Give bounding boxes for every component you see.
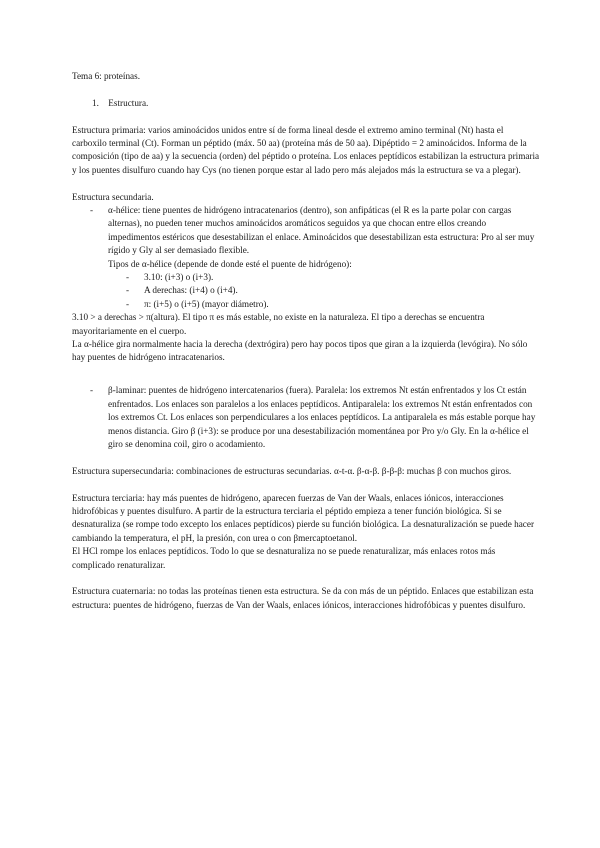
helix-type-item: [72, 298, 540, 311]
quaternary-structure-paragraph: Estructura cuaternaria: no todas las proteínas tienen esta estructura. Se da con más de un péptido. Enlaces que estabilizan esta estructura: puentes de hidrógeno, fuerzas de Van der Waals, enlaces iónicos, interacciones hidrofóbicas y puentes disulfuro.: [72, 586, 534, 610]
helix-comparison-paragraph: 3.10 > a derechas > π(altura). El tipo π es más estable, no existe en la naturaleza. El tipo a derechas se encuentra mayoritariamente en el cuerpo.: [72, 312, 485, 336]
bullet-dash: -: [90, 205, 94, 216]
document-title: Tema 6: proteínas.: [72, 71, 140, 81]
section-number: 1.: [92, 97, 99, 108]
primary-structure-paragraph: Estructura primaria: varios aminoácidos unidos entre sí de forma lineal desde el extremo amino terminal (Nt) hasta el carboxilo terminal (Ct). Forman un péptido (máx. 50 aa) (proteína más de 50 aa). Dipéptido = 2 aminoácidos. Informa de la composición (tipo de aa) y la secuencia (orden) del péptido o proteína. Los enlaces peptídicos estabilizan la estructura primaria y los puentes disulfuro cuando hay Cys (no tienen porque estar al lado pero más alejados más la estructura se va a plegar).: [72, 124, 540, 175]
helix-types-intro: Tipos de α-hélice (depende de donde esté el puente de hidrógeno):: [108, 258, 352, 269]
section-heading-structure: [72, 97, 540, 110]
alpha-helix-bullet: [72, 204, 540, 258]
spacer: [72, 177, 540, 190]
section-label: Estructura.: [108, 97, 149, 108]
helix-rotation-paragraph: La α-hélice gira normalmente hacia la derecha (dextrógira) pero hay pocos tipos que giran a la izquierda (levógira). No sólo hay puentes de hidrógeno intracatenarios.: [72, 339, 528, 363]
hcl-paragraph: El HCl rompe los enlaces peptídicos. Todo lo que se desnaturaliza no se puede renaturalizar, más enlaces rotos más complicado renaturalizar.: [72, 546, 496, 570]
helix-type-text: π: (i+5) o (i+5) (mayor diámetro).: [144, 298, 269, 309]
bullet-dash: -: [126, 298, 130, 309]
alpha-helix-text: α-hélice: tiene puentes de hidrógeno intracatenarios (dentro), son anfipáticas (el R es la parte polar con cargas alternas), no pueden tener muchos aminoácidos aromáticos seguidos ya que chocan entre ellos creando impedimentos estéricos que desestabilizan el enlace. Aminoácidos que desestabilizan esta estructura: Pro al ser muy rígido y Gly al ser demasiado flexible.: [108, 205, 535, 256]
secondary-structure-heading: Estructura secundaria.: [72, 191, 154, 202]
supersecondary-structure-paragraph: Estructura supersecundaria: combinaciones de estructuras secundarias. α-t-α. β-α-β. β-β-β: muchas β con muchos giros.: [72, 465, 512, 476]
spacer: [72, 110, 540, 123]
helix-type-text: A derechas: (i+4) o (i+4).: [144, 285, 238, 296]
spacer: [72, 478, 540, 491]
bullet-dash: -: [126, 272, 130, 283]
tertiary-structure-paragraph: Estructura terciaria: hay más puentes de hidrógeno, aparecen fuerzas de Van der Waals, enlaces iónicos, interacciones hidrofóbicas y puentes disulfuro. A partir de la estructura terciaria el péptido empieza a tener función biológica. Si se desnaturaliza (se rompe todo excepto los enlaces peptídicos) pierde su función biológica. La desnaturalización se puede hacer cambiando la temperatura, el pH, la presión, con urea o con βmercaptoetanol.: [72, 492, 534, 543]
spacer: [72, 451, 540, 464]
bullet-dash: -: [90, 385, 94, 396]
spacer: [72, 572, 540, 585]
helix-type-text: 3.10: (i+3) o (i+3).: [144, 272, 214, 283]
beta-sheet-text: β-laminar: puentes de hidrógeno intercatenarios (fuera). Paralela: los extremos Nt están enfrentados y los Ct están enfrentados. Los enlaces son paralelos a los enlaces peptídicos. Antiparalela: los extremos Nt están enfrentados con los extremos Ct. Los enlaces son perpendiculares a los enlaces peptídicos. La antiparalela es más estable porque hay menos distancia. Giro β (i+3): se produce por una desestabilización momentánea por Pro y/o Gly. En la α-hélice el giro se denomina coil, giro o acodamiento.: [108, 385, 536, 449]
spacer: [72, 365, 540, 378]
bullet-dash: -: [126, 285, 130, 296]
beta-sheet-bullet: [72, 384, 540, 451]
spacer: [72, 83, 540, 96]
helix-type-item: [72, 284, 540, 297]
helix-type-item: [72, 271, 540, 284]
